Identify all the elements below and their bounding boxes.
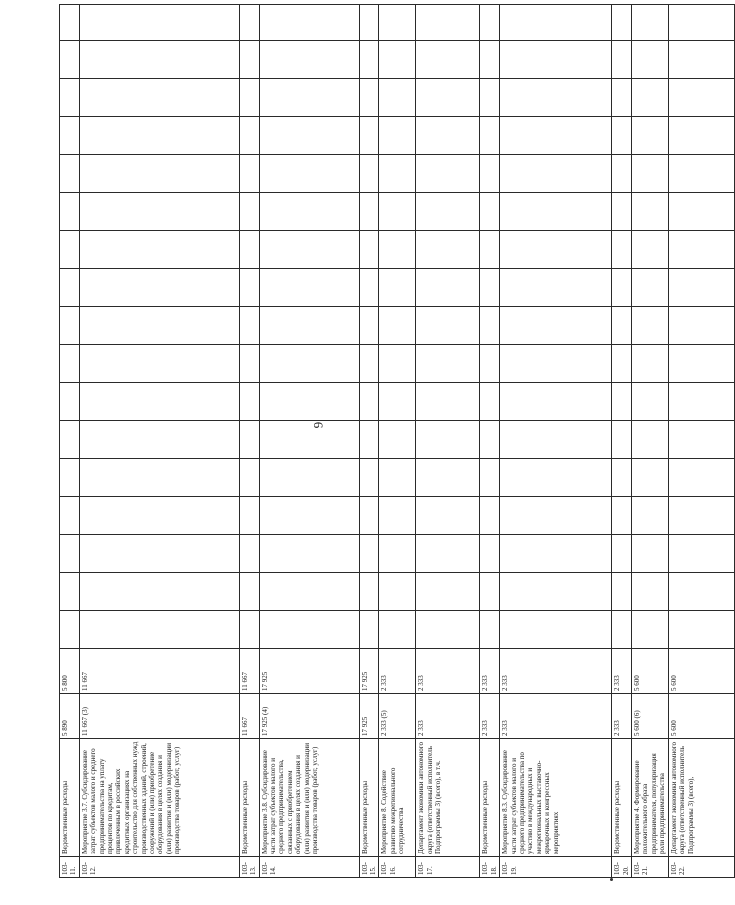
row-value-1: 5 600 xyxy=(668,694,734,739)
empty-cell xyxy=(612,231,632,269)
row-name: Ведомственные расходы xyxy=(239,739,259,857)
row-value-2: 5 600 xyxy=(668,649,734,694)
table-row xyxy=(668,5,734,878)
empty-cell xyxy=(379,41,416,79)
empty-cell xyxy=(60,345,80,383)
empty-cell xyxy=(480,535,500,573)
empty-cell xyxy=(668,497,734,535)
row-value-1: 17 925 (4) xyxy=(259,694,359,739)
row-code: 103-19. xyxy=(500,857,612,878)
empty-cell xyxy=(239,307,259,345)
row-code: 103-20. xyxy=(612,857,632,878)
empty-cell xyxy=(79,117,239,155)
empty-cell xyxy=(416,117,480,155)
row-name: Мероприятие 3.8. Субсидирование части затрат субъектов малого и среднего предпринимательства, связанных с приобретением оборудования в целях создания и (или) развития и (или) модернизации производства товаров (работ, услуг) xyxy=(259,739,359,857)
empty-cell xyxy=(668,269,734,307)
empty-cell xyxy=(379,79,416,117)
table-row xyxy=(60,5,80,878)
empty-cell xyxy=(79,383,239,421)
empty-cell xyxy=(500,497,612,535)
empty-cell xyxy=(379,383,416,421)
empty-cell xyxy=(612,41,632,79)
row-name: Департамент экономики автономного округа (ответственный исполнитель Подпрограммы 3) (всего), xyxy=(668,739,734,857)
empty-cell xyxy=(239,231,259,269)
row-code: 103-22. xyxy=(668,857,734,878)
empty-cell xyxy=(259,459,359,497)
empty-cell xyxy=(359,421,379,459)
empty-cell xyxy=(239,573,259,611)
empty-cell xyxy=(79,421,239,459)
empty-cell xyxy=(612,497,632,535)
row-code: 103-12. xyxy=(79,857,239,878)
empty-cell xyxy=(612,117,632,155)
empty-cell xyxy=(612,459,632,497)
row-code: 103-16. xyxy=(379,857,416,878)
empty-cell xyxy=(259,79,359,117)
empty-cell xyxy=(359,79,379,117)
row-value-1: 2 333 xyxy=(480,694,500,739)
row-value-1: 17 925 xyxy=(359,694,379,739)
table-row xyxy=(379,5,416,878)
empty-cell xyxy=(612,5,632,41)
empty-cell xyxy=(259,193,359,231)
table-row xyxy=(79,5,239,878)
empty-cell xyxy=(60,611,80,649)
empty-cell xyxy=(60,383,80,421)
empty-cell xyxy=(632,497,669,535)
table-row xyxy=(359,5,379,878)
empty-cell xyxy=(239,193,259,231)
empty-cell xyxy=(359,459,379,497)
empty-cell xyxy=(239,155,259,193)
empty-cell xyxy=(60,497,80,535)
empty-cell xyxy=(359,5,379,41)
empty-cell xyxy=(239,497,259,535)
empty-cell xyxy=(60,155,80,193)
empty-cell xyxy=(500,41,612,79)
empty-cell xyxy=(416,573,480,611)
row-name: Ведомственные расходы xyxy=(359,739,379,857)
row-value-2: 2 333 xyxy=(379,649,416,694)
empty-cell xyxy=(239,5,259,41)
empty-cell xyxy=(239,459,259,497)
table-row xyxy=(632,5,669,878)
row-value-2: 2 333 xyxy=(416,649,480,694)
empty-cell xyxy=(79,573,239,611)
row-code: 103-11. xyxy=(60,857,80,878)
empty-cell xyxy=(239,269,259,307)
row-name: Ведомственные расходы xyxy=(60,739,80,857)
empty-cell xyxy=(60,421,80,459)
row-code: 103-14. xyxy=(259,857,359,878)
empty-cell xyxy=(359,193,379,231)
row-value-1: 2 333 xyxy=(500,694,612,739)
empty-cell xyxy=(79,79,239,117)
empty-cell xyxy=(632,41,669,79)
empty-cell xyxy=(259,41,359,79)
empty-cell xyxy=(259,231,359,269)
empty-cell xyxy=(500,459,612,497)
empty-cell xyxy=(480,117,500,155)
empty-cell xyxy=(79,345,239,383)
empty-cell xyxy=(416,41,480,79)
empty-cell xyxy=(359,535,379,573)
empty-cell xyxy=(668,573,734,611)
table-body xyxy=(60,5,735,878)
empty-cell xyxy=(612,307,632,345)
empty-cell xyxy=(668,79,734,117)
empty-cell xyxy=(79,5,239,41)
empty-cell xyxy=(480,269,500,307)
empty-cell xyxy=(632,535,669,573)
empty-cell xyxy=(239,535,259,573)
empty-cell xyxy=(416,155,480,193)
empty-cell xyxy=(632,573,669,611)
empty-cell xyxy=(480,193,500,231)
empty-cell xyxy=(632,383,669,421)
empty-cell xyxy=(500,535,612,573)
empty-cell xyxy=(60,573,80,611)
empty-cell xyxy=(632,459,669,497)
empty-cell xyxy=(359,573,379,611)
empty-cell xyxy=(612,611,632,649)
empty-cell xyxy=(359,307,379,345)
row-value-1: 11 667 xyxy=(239,694,259,739)
row-value-2: 11 667 xyxy=(239,649,259,694)
empty-cell xyxy=(480,459,500,497)
empty-cell xyxy=(500,117,612,155)
empty-cell xyxy=(632,117,669,155)
page-number: 6 xyxy=(311,421,326,429)
budget-table xyxy=(59,4,735,878)
empty-cell xyxy=(379,269,416,307)
empty-cell xyxy=(359,611,379,649)
empty-cell xyxy=(259,117,359,155)
empty-cell xyxy=(60,269,80,307)
row-value-1: 11 667 (3) xyxy=(79,694,239,739)
empty-cell xyxy=(379,5,416,41)
empty-cell xyxy=(632,345,669,383)
empty-cell xyxy=(612,421,632,459)
empty-cell xyxy=(480,345,500,383)
row-value-1: 5 890 xyxy=(60,694,80,739)
empty-cell xyxy=(60,459,80,497)
empty-cell xyxy=(416,193,480,231)
row-value-2: 11 667 xyxy=(79,649,239,694)
row-name: Ведомственные расходы xyxy=(612,739,632,857)
empty-cell xyxy=(612,383,632,421)
empty-cell xyxy=(500,611,612,649)
empty-cell xyxy=(416,307,480,345)
empty-cell xyxy=(79,231,239,269)
empty-cell xyxy=(612,193,632,231)
empty-cell xyxy=(239,117,259,155)
empty-cell xyxy=(500,155,612,193)
row-code: 103-21. xyxy=(632,857,669,878)
empty-cell xyxy=(632,611,669,649)
empty-cell xyxy=(480,231,500,269)
empty-cell xyxy=(668,155,734,193)
empty-cell xyxy=(668,193,734,231)
empty-cell xyxy=(416,5,480,41)
row-value-1: 2 333 (5) xyxy=(379,694,416,739)
empty-cell xyxy=(668,5,734,41)
empty-cell xyxy=(500,231,612,269)
empty-cell xyxy=(359,41,379,79)
rotated-table-wrapper xyxy=(59,30,695,878)
row-name: Мероприятие 4. Формирование положительного образа предпринимателя, популяризация роли предпринимательства xyxy=(632,739,669,857)
empty-cell xyxy=(379,497,416,535)
empty-cell xyxy=(359,117,379,155)
empty-cell xyxy=(259,497,359,535)
empty-cell xyxy=(60,79,80,117)
empty-cell xyxy=(500,79,612,117)
empty-cell xyxy=(379,231,416,269)
table-row xyxy=(480,5,500,878)
empty-cell xyxy=(79,535,239,573)
empty-cell xyxy=(379,421,416,459)
empty-cell xyxy=(379,117,416,155)
empty-cell xyxy=(416,459,480,497)
empty-cell xyxy=(632,193,669,231)
empty-cell xyxy=(632,79,669,117)
empty-cell xyxy=(416,79,480,117)
empty-cell xyxy=(239,611,259,649)
empty-cell xyxy=(60,193,80,231)
empty-cell xyxy=(612,79,632,117)
row-value-2: 2 333 xyxy=(480,649,500,694)
empty-cell xyxy=(668,535,734,573)
empty-cell xyxy=(359,383,379,421)
empty-cell xyxy=(480,79,500,117)
table-row xyxy=(500,5,612,878)
empty-cell xyxy=(668,307,734,345)
empty-cell xyxy=(79,193,239,231)
empty-cell xyxy=(480,421,500,459)
empty-cell xyxy=(668,117,734,155)
empty-cell xyxy=(416,345,480,383)
empty-cell xyxy=(379,459,416,497)
table-row xyxy=(239,5,259,878)
row-name: Мероприятие 3.7. Субсидирование затрат субъектов малого и среднего предпринимательства на уплату процентов по кредитам, привлеченным в российских кредитных организациях на строительство для собственных нужд производственных зданий, строений, сооружений и (или) приобретение оборудования в целях создания и (или) развития и (или) модернизации производства товаров (работ, услуг) xyxy=(79,739,239,857)
row-name: Мероприятие 8.3. Субсидирование части затрат субъектов малого и среднего предпринимательства по участию в международных и межрегиональных выставочно-ярмарочных и конгрессных мероприятиях xyxy=(500,739,612,857)
empty-cell xyxy=(480,611,500,649)
empty-cell xyxy=(259,421,359,459)
empty-cell xyxy=(612,535,632,573)
empty-cell xyxy=(668,421,734,459)
row-name: Мероприятие 8. Содействие развитию межрегионального сотрудничества xyxy=(379,739,416,857)
empty-cell xyxy=(500,269,612,307)
empty-cell xyxy=(480,41,500,79)
empty-cell xyxy=(612,155,632,193)
empty-cell xyxy=(259,573,359,611)
empty-cell xyxy=(480,383,500,421)
empty-cell xyxy=(259,535,359,573)
empty-cell xyxy=(379,307,416,345)
empty-cell xyxy=(500,383,612,421)
table-row xyxy=(416,5,480,878)
empty-cell xyxy=(239,383,259,421)
table-row xyxy=(612,5,632,878)
empty-cell xyxy=(612,573,632,611)
empty-cell xyxy=(632,155,669,193)
empty-cell xyxy=(60,307,80,345)
empty-cell xyxy=(79,611,239,649)
empty-cell xyxy=(60,117,80,155)
empty-cell xyxy=(500,5,612,41)
table-row xyxy=(259,5,359,878)
empty-cell xyxy=(668,41,734,79)
empty-cell xyxy=(239,79,259,117)
empty-cell xyxy=(259,5,359,41)
empty-cell xyxy=(379,155,416,193)
empty-cell xyxy=(239,421,259,459)
empty-cell xyxy=(668,611,734,649)
empty-cell xyxy=(416,383,480,421)
empty-cell xyxy=(416,421,480,459)
empty-cell xyxy=(612,269,632,307)
empty-cell xyxy=(79,269,239,307)
empty-cell xyxy=(668,459,734,497)
empty-cell xyxy=(79,459,239,497)
row-value-1: 2 333 xyxy=(612,694,632,739)
row-value-2: 5 600 xyxy=(632,649,669,694)
empty-cell xyxy=(480,5,500,41)
row-code: 103-17. xyxy=(416,857,480,878)
empty-cell xyxy=(239,41,259,79)
empty-cell xyxy=(416,611,480,649)
empty-cell xyxy=(259,155,359,193)
empty-cell xyxy=(259,345,359,383)
row-name: Ведомственные расходы xyxy=(480,739,500,857)
empty-cell xyxy=(359,345,379,383)
empty-cell xyxy=(500,307,612,345)
row-value-2: 2 333 xyxy=(612,649,632,694)
empty-cell xyxy=(416,535,480,573)
empty-cell xyxy=(480,497,500,535)
empty-cell xyxy=(259,383,359,421)
empty-cell xyxy=(416,269,480,307)
empty-cell xyxy=(359,497,379,535)
empty-cell xyxy=(379,535,416,573)
empty-cell xyxy=(60,41,80,79)
empty-cell xyxy=(668,345,734,383)
empty-cell xyxy=(379,193,416,231)
empty-cell xyxy=(79,155,239,193)
empty-cell xyxy=(500,345,612,383)
empty-cell xyxy=(612,345,632,383)
empty-cell xyxy=(632,231,669,269)
empty-cell xyxy=(632,269,669,307)
row-value-2: 17 925 xyxy=(259,649,359,694)
row-value-1: 2 333 xyxy=(416,694,480,739)
empty-cell xyxy=(416,497,480,535)
empty-cell xyxy=(239,345,259,383)
empty-cell xyxy=(79,307,239,345)
empty-cell xyxy=(259,269,359,307)
empty-cell xyxy=(632,5,669,41)
empty-cell xyxy=(379,611,416,649)
scan-speck xyxy=(610,878,613,881)
empty-cell xyxy=(259,611,359,649)
empty-cell xyxy=(60,5,80,41)
row-code: 103-18. xyxy=(480,857,500,878)
empty-cell xyxy=(60,535,80,573)
empty-cell xyxy=(668,383,734,421)
row-name: Департамент экономики автономного округа (ответственный исполнитель Подпрограммы 3) (всего), в т.ч. xyxy=(416,739,480,857)
empty-cell xyxy=(668,231,734,269)
empty-cell xyxy=(379,345,416,383)
empty-cell xyxy=(259,307,359,345)
row-value-2: 17 925 xyxy=(359,649,379,694)
empty-cell xyxy=(359,231,379,269)
empty-cell xyxy=(79,497,239,535)
empty-cell xyxy=(79,41,239,79)
empty-cell xyxy=(60,231,80,269)
empty-cell xyxy=(632,307,669,345)
empty-cell xyxy=(480,307,500,345)
empty-cell xyxy=(480,155,500,193)
empty-cell xyxy=(359,269,379,307)
empty-cell xyxy=(500,573,612,611)
empty-cell xyxy=(480,573,500,611)
row-code: 103-15. xyxy=(359,857,379,878)
row-value-2: 5 800 xyxy=(60,649,80,694)
row-code: 103-13. xyxy=(239,857,259,878)
empty-cell xyxy=(500,193,612,231)
empty-cell xyxy=(379,573,416,611)
empty-cell xyxy=(500,421,612,459)
empty-cell xyxy=(416,231,480,269)
empty-cell xyxy=(359,155,379,193)
row-value-1: 5 600 (6) xyxy=(632,694,669,739)
empty-cell xyxy=(632,421,669,459)
row-value-2: 2 333 xyxy=(500,649,612,694)
